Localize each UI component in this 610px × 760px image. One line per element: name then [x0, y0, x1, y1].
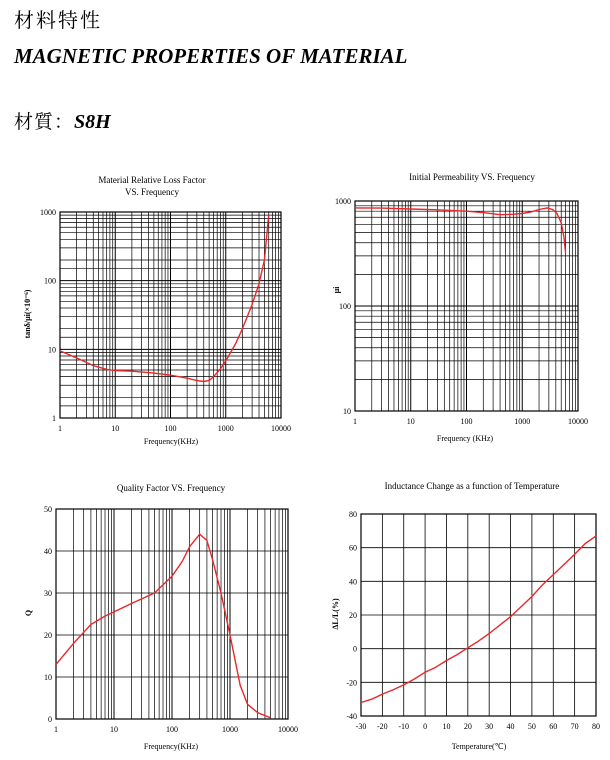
perm-y-tick-label: 1000	[335, 197, 351, 206]
temperature-x-tick-label: -30	[355, 722, 367, 731]
temperature-x-axis-label: Temperature(℃)	[451, 742, 507, 751]
temperature-x-tick-label: 30	[485, 722, 494, 731]
quality-chart-title: Quality Factor VS. Frequency	[116, 483, 226, 493]
quality-y-tick-label: 30	[44, 589, 52, 598]
material-line	[14, 107, 111, 134]
temperature-chart-title: Inductance Change as a function of Temperature	[384, 481, 560, 491]
temperature-y-tick-label: 0	[353, 644, 357, 654]
loss-grid	[60, 212, 281, 418]
loss-x-tick-label: 1	[58, 424, 62, 433]
loss-x-tick-label: 10	[111, 424, 120, 433]
loss-x-tick-label: 100	[164, 424, 177, 433]
temperature-y-tick-label: -40	[346, 712, 357, 721]
loss-x-tick-label: 1000	[217, 424, 234, 433]
temperature-x-tick-label: 70	[570, 722, 579, 731]
temperature-y-tick-label: 80	[349, 510, 357, 519]
quality-y-axis-label: Q	[24, 609, 33, 617]
loss-chart-title: Material Relative Loss Factor	[98, 175, 206, 185]
temperature-x-tick-label: 20	[463, 722, 472, 731]
perm-x-tick-label: 1000	[514, 417, 531, 426]
loss-y-tick-label: 1	[52, 414, 56, 423]
quality-grid	[56, 509, 288, 719]
temperature-plot	[346, 510, 600, 731]
temperature-x-tick-label: -10	[398, 722, 410, 731]
page-title: MAGNETIC PROPERTIES OF MATERIAL	[14, 44, 408, 68]
perm-x-tick-label: 10	[406, 417, 415, 426]
permeability-plot	[335, 197, 588, 426]
temperature-y-tick-label: 40	[349, 577, 357, 587]
temperature-y-axis-label: ΔL/L(%)	[331, 598, 340, 630]
quality-x-tick-label: 10	[110, 725, 118, 734]
temperature-x-tick-label: -20	[377, 722, 388, 731]
perm-y-tick-label: 10	[343, 407, 351, 416]
loss-y-tick-label: 10	[48, 345, 56, 355]
permeability-y-axis-label: μi	[332, 286, 341, 294]
loss-y-tick-label: 1000	[40, 208, 56, 217]
quality-x-tick-label: 1000	[222, 725, 238, 734]
perm-plot-frame	[355, 201, 578, 411]
loss-chart-subtitle: VS. Frequency	[125, 187, 179, 197]
quality-y-tick-label: 0	[48, 715, 52, 724]
loss-x-axis-label: Frequency(KHz)	[143, 437, 199, 446]
quality-x-axis-label: Frequency(KHz)	[143, 742, 199, 751]
quality-x-tick-label: 10000	[278, 725, 298, 734]
loss-plot-frame	[60, 212, 281, 418]
quality-x-tick-label: 100	[166, 725, 178, 734]
material-label: 材質：	[14, 111, 75, 133]
temperature-x-tick-label: 80	[592, 722, 600, 731]
quality-y-tick-label: 10	[44, 673, 52, 682]
quality-factor-plot	[44, 505, 298, 734]
loss-y-tick-label: 100	[44, 276, 56, 286]
quality-y-tick-label: 50	[44, 505, 52, 514]
perm-y-tick-label: 100	[339, 302, 351, 311]
quality-plot-frame	[56, 509, 288, 719]
quality-y-tick-label: 40	[44, 547, 52, 556]
temperature-series-line	[361, 536, 596, 703]
temperature-y-tick-label: 20	[349, 611, 357, 620]
perm-x-tick-label: 1	[353, 417, 357, 426]
material-code: S8H	[74, 111, 111, 133]
temperature-x-tick-label: 0	[423, 722, 428, 731]
quality-y-tick-label: 20	[44, 631, 52, 640]
temperature-grid	[361, 514, 596, 716]
perm-x-tick-label: 10000	[568, 417, 588, 426]
permeability-chart-title: Initial Permeability VS. Frequency	[409, 172, 535, 182]
loss-factor-plot	[40, 208, 291, 433]
temperature-x-tick-label: 10	[442, 722, 451, 731]
temperature-plot-frame	[361, 514, 596, 716]
quality-series-line	[56, 534, 271, 718]
temperature-y-tick-label: 60	[349, 543, 357, 553]
perm-x-tick-label: 100	[460, 417, 473, 426]
page-title-chinese: 材料特性	[14, 8, 102, 32]
perm-series-line	[355, 208, 566, 253]
temperature-x-tick-label: 50	[527, 722, 536, 731]
permeability-x-axis-label: Frequency (KHz)	[436, 434, 494, 443]
quality-x-tick-label: 1	[54, 725, 58, 734]
temperature-x-tick-label: 60	[549, 722, 558, 731]
perm-grid	[355, 201, 578, 411]
temperature-y-tick-label: -20	[346, 678, 357, 688]
loss-series-line	[60, 215, 269, 381]
temperature-x-tick-label: 40	[506, 722, 515, 731]
loss-x-tick-label: 10000	[271, 424, 291, 433]
loss-y-axis-label: tanδ/μi(×10⁻⁶)	[23, 289, 32, 339]
